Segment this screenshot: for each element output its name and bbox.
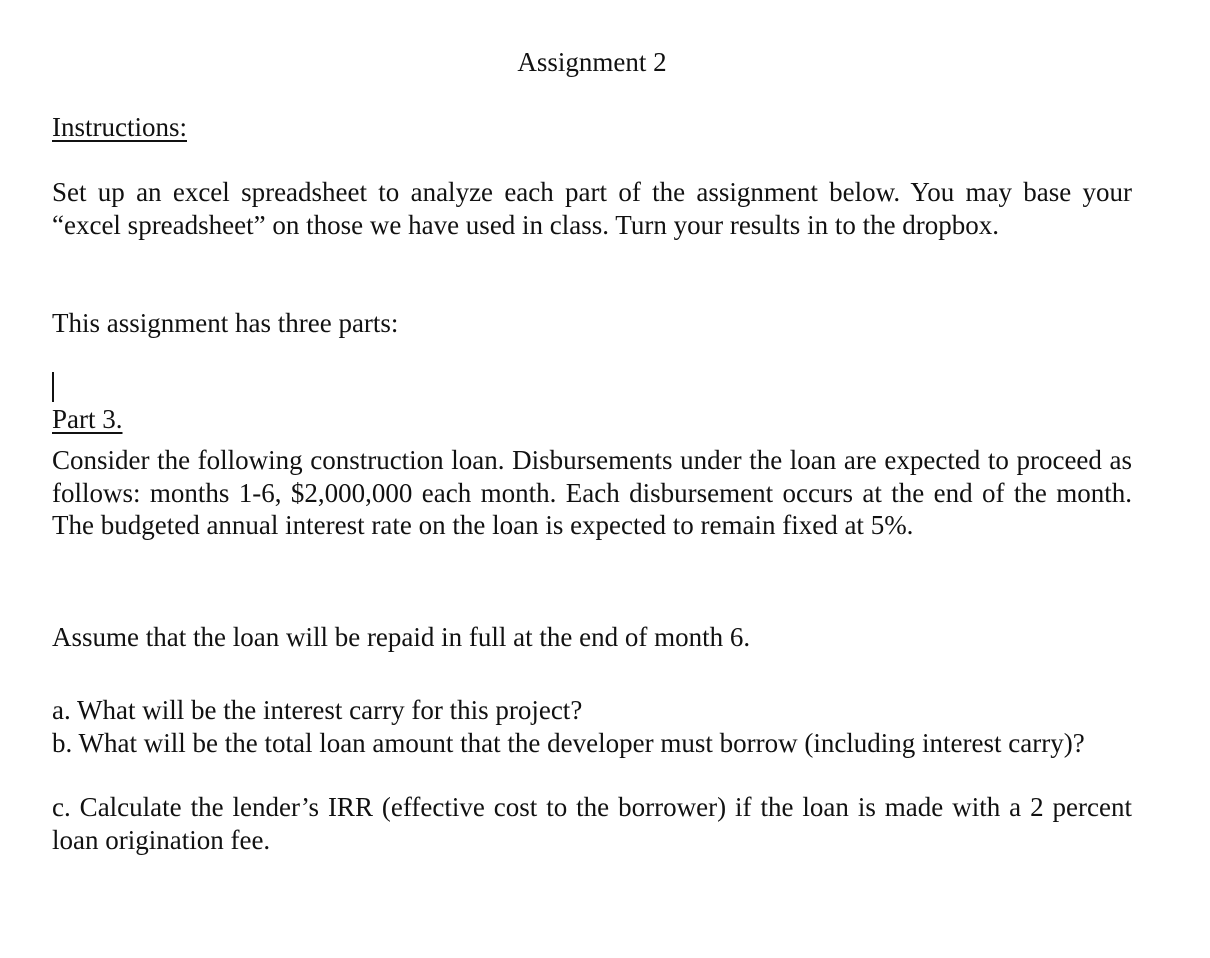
instructions-heading: Instructions: xyxy=(52,112,187,142)
instructions-paragraph: Set up an excel spreadsheet to analyze each part of the assignment below. You may base your “excel spreadsheet” on those we have used in class. Turn your results in to the dropbox. xyxy=(52,177,1132,240)
question-b: b. What will be the total loan amount that the developer must borrow (including interest carry)? xyxy=(52,728,1085,758)
assumption-text: Assume that the loan will be repaid in full at the end of month 6. xyxy=(52,622,751,652)
document-title: Assignment 2 xyxy=(517,47,667,77)
part-heading: Part 3. xyxy=(52,404,123,434)
question-a: a. What will be the interest carry for this project? xyxy=(52,695,583,725)
part-description: Consider the following construction loan. Disbursements under the loan are expected to proceed as follows: months 1-6, $2,000,000 each month. Each disbursement occurs at the end of the month. The budgeted annual interest rate on the loan is expected to remain fixed at 5%. xyxy=(52,445,1132,540)
question-c: c. Calculate the lender’s IRR (effective cost to the borrower) if the loan is made with a 2 percent loan origination fee. xyxy=(52,792,1132,855)
parts-intro: This assignment has three parts: xyxy=(52,308,399,338)
text-cursor xyxy=(52,372,54,402)
